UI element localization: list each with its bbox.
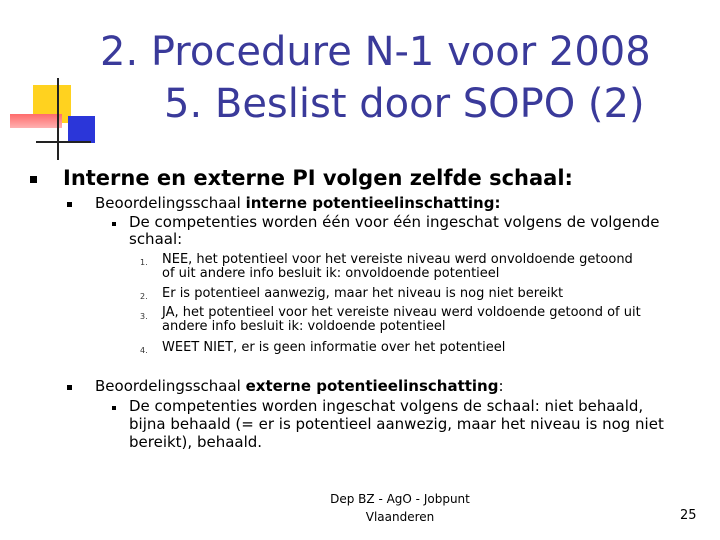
list-item-3-line-1: JA, het potentieel voor het vereiste niveau werd voldoende getoond of uit [162,305,641,320]
logo-vertical-line [57,78,59,160]
section-1-label-suffix: : [494,194,501,212]
footer-line-2: Vlaanderen [365,510,435,524]
footer [300,490,500,526]
slide-title-line-2: 5. Beslist door SOPO (2) [164,81,645,127]
section-2-label-suffix: : [498,377,504,395]
section-1-sub-line-1: De competenties worden één voor één ingeschat volgens de volgende [129,213,660,231]
square-bullet-icon [30,176,37,183]
section-2-sub-line-2: bijna behaald (= er is potentieel aanwezig, maar het niveau is nog niet [129,415,664,433]
section-1-sub-line-2: schaal: [129,230,183,248]
slide-title-line-1: 2. Procedure N-1 voor 2008 [100,29,651,75]
square-bullet-icon [112,406,116,410]
list-number: 1. [140,258,148,267]
square-bullet-icon [67,202,72,207]
logo-blue-square [68,116,95,143]
list-number: 3. [140,312,148,321]
main-bullet-text: Interne en externe PI volgen zelfde schaal: [63,166,573,190]
list-number: 2. [140,292,148,301]
logo-red-bar [10,114,62,128]
section-1-label [95,194,500,212]
list-number: 4. [140,346,148,355]
list-item-1-line-2: of uit andere info besluit ik: onvoldoende potentieel [162,266,500,281]
section-2-label-prefix: Beoordelingsschaal [95,377,246,395]
section-2-label-bold: externe potentieelinschatting [245,377,499,395]
section-1-label-bold: interne potentieelinschatting [245,194,495,212]
section-2-sub-line-1: De competenties worden ingeschat volgens de schaal: niet behaald, [129,397,644,415]
section-2-sub-line-3: bereikt), behaald. [129,433,263,451]
list-item-2-line-1: Er is potentieel aanwezig, maar het niveau is nog niet bereikt [162,286,564,301]
list-item-3-line-2: andere info besluit ik: voldoende potentieel [162,319,446,334]
list-item-4-line-1: WEET NIET, er is geen informatie over het potentieel [162,340,506,355]
square-bullet-icon [112,222,116,226]
footer-line-1: Dep BZ - AgO - Jobpunt [330,492,470,506]
square-bullet-icon [67,385,72,390]
logo-horizontal-line [36,141,91,143]
list-item-1-line-1: NEE, het potentieel voor het vereiste niveau werd onvoldoende getoond [162,252,633,267]
page-number: 25 [680,508,697,523]
section-1-label-prefix: Beoordelingsschaal [95,194,246,212]
section-2-label [95,377,504,395]
